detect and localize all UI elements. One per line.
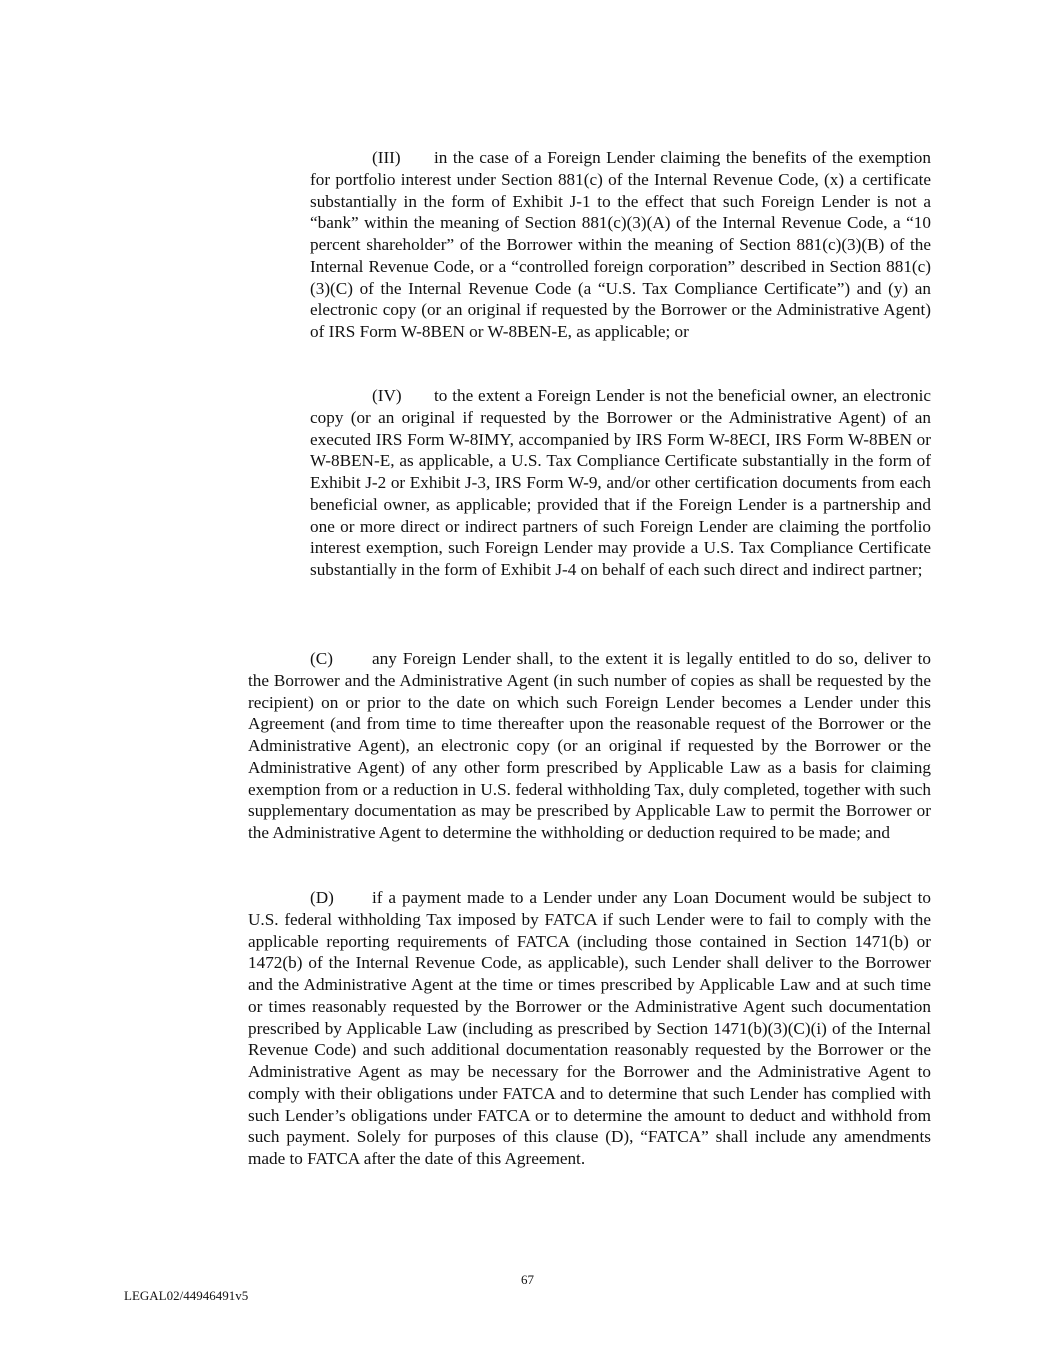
clause-label: (IV) (372, 386, 402, 405)
clause-text: in the case of a Foreign Lender claiming the benefits of the exemption for portfolio interest under Section 881(c) of the Internal Revenue Code, (x) a certificate substantially in the form of Exhibit J-1 to the effect that such Foreign Lender is not a “bank” within the meaning of Section 881(c)(3)(A) of the Internal Revenue Code, a “10 percent shareholder” of the Borrower within the meaning of Section 881(c)(3)(B) of the Internal Revenue Code, or a “controlled foreign corporation” described in Section 881(c)(3)(C) of the Internal Revenue Code (a “U.S. Tax Compliance Certificate”) and (y) an electronic copy (or an original if requested by the Borrower or the Administrative Agent) of IRS Form W-8BEN or W-8BEN-E, as applicable; or (310, 148, 931, 341)
clause-text: to the extent a Foreign Lender is not the beneficial owner, an electronic copy (or an original if requested by the Borrower or the Administrative Agent) of an executed IRS Form W-8IMY, accompanied by IRS Form W-8ECI, IRS Form W-8BEN or W-8BEN-E, as applicable, a U.S. Tax Compliance Certificate substantially in the form of Exhibit J-2 or Exhibit J-3, IRS Form W-9, and/or other certification documents from each beneficial owner, as applicable; provided that if the Foreign Lender is a partnership and one or more direct or indirect partners of such Foreign Lender are claiming the portfolio interest exemption, such Foreign Lender may provide a U.S. Tax Compliance Certificate substantially in the form of Exhibit J-4 on behalf of each such direct and indirect partner; (310, 386, 931, 579)
clause-label: (C) (310, 649, 333, 668)
clause-label: (III) (372, 148, 401, 167)
clause-text: if a payment made to a Lender under any Loan Document would be subject to U.S. federal withholding Tax imposed by FATCA if such Lender were to fail to comply with the applicable reporting requirements of FATCA (including those contained in Section 1471(b) or 1472(b) of the Internal Revenue Code, as applicable), such Lender shall deliver to the Borrower and the Administrative Agent at the time or times prescribed by Applicable Law and at such time or times reasonably requested by the Borrower or the Administrative Agent such documentation prescribed by Applicable Law (including as prescribed by Section 1471(b)(3)(C)(i) of the Internal Revenue Code) and such additional documentation reasonably requested by the Borrower or the Administrative Agent as may be necessary for the Borrower and the Administrative Agent to comply with their obligations under FATCA and to determine that such Lender has complied with such Lender’s obligations under FATCA or to determine the amount to deduct and withhold from such payment. Solely for purposes of this clause (D), “FATCA” shall include any amendments made to FATCA after the date of this Agreement. (248, 888, 931, 1168)
clause-d (248, 887, 931, 1170)
clause-iv (310, 385, 931, 581)
clause-text: any Foreign Lender shall, to the extent it is legally entitled to do so, deliver to the Borrower and the Administrative Agent (in such number of copies as shall be requested by the recipient) on or prior to the date on which such Foreign Lender becomes a Lender under this Agreement (and from time to time thereafter upon the reasonable request of the Borrower or the Administrative Agent), an electronic copy (or an original if requested by the Borrower or the Administrative Agent) of any other form prescribed by Applicable Law as a basis for claiming exemption from or a reduction in U.S. federal withholding Tax, duly completed, together with such supplementary documentation as may be prescribed by Applicable Law to permit the Borrower or the Administrative Agent to determine the withholding or deduction required to be made; and (248, 649, 931, 842)
clause-label: (D) (310, 888, 334, 907)
document-id: LEGAL02/44946491v5 (124, 1288, 249, 1303)
clause-iii (310, 147, 931, 343)
page-number: 67 (521, 1272, 534, 1287)
clause-c (248, 648, 931, 844)
